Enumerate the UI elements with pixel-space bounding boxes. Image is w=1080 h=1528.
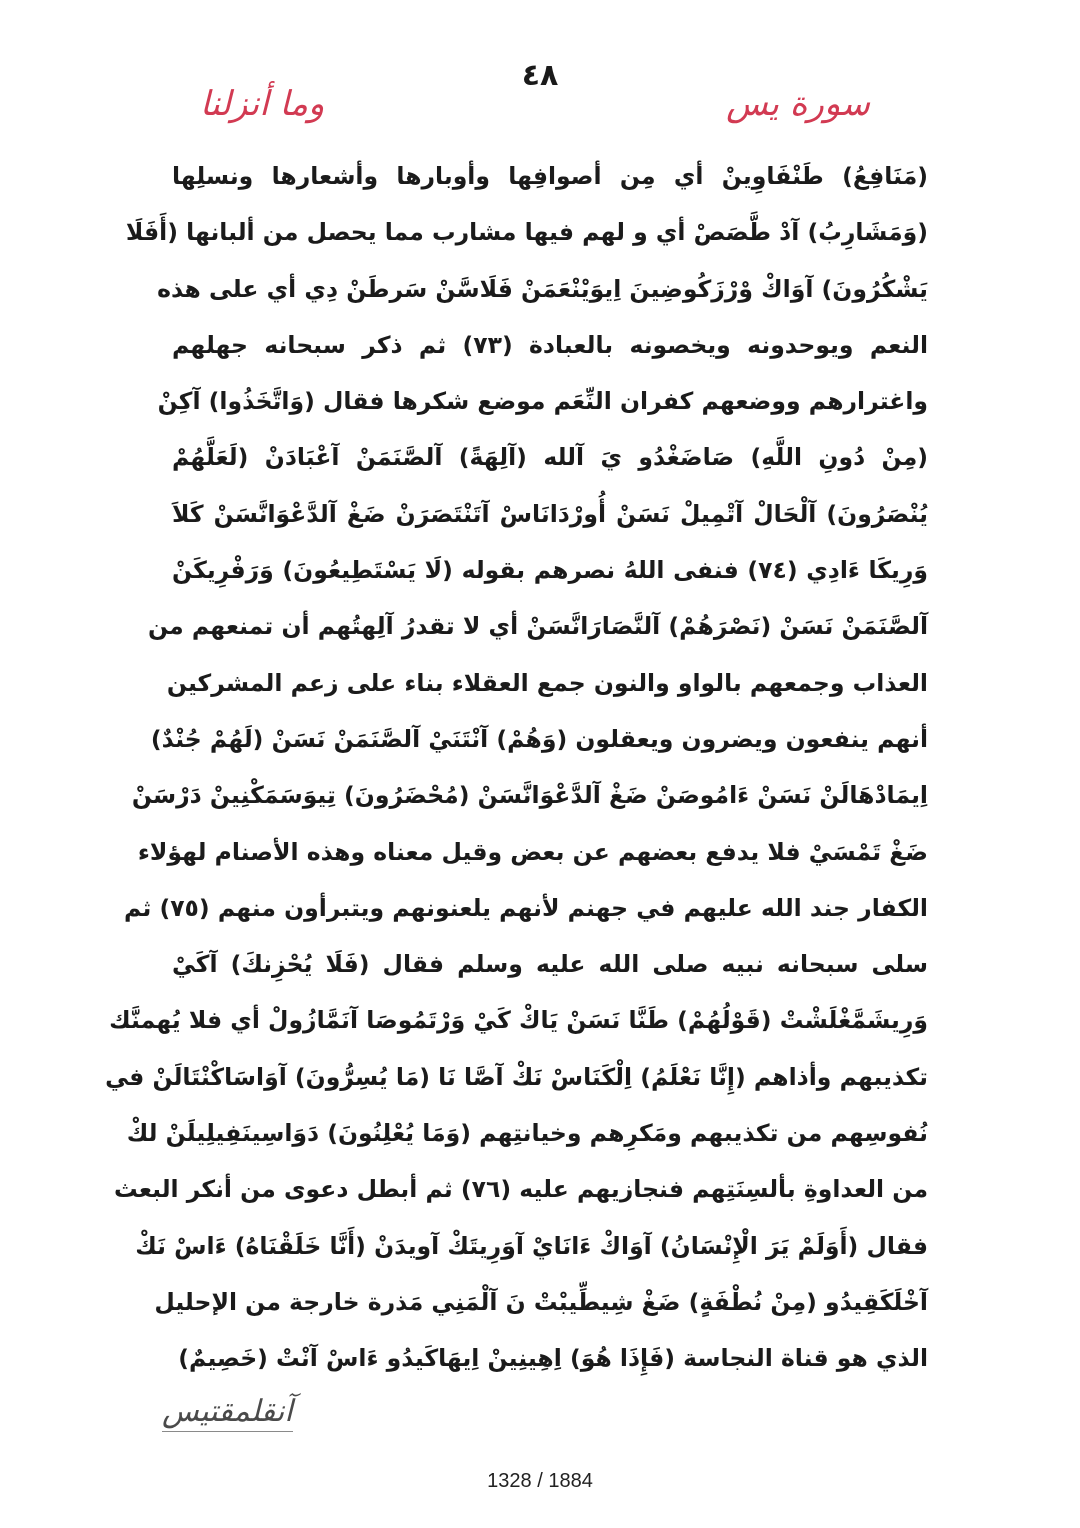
text-line: آخْلَكَقِيدُو (مِنْ نُطْفَةٍ) ضَغْ شِيطِّيبْتْ نَ آلْمَنِي مَذرة خارجة من الإحليل [154, 1287, 928, 1316]
page-counter: 1328 / 1884 [487, 1470, 593, 1492]
text-line: (مِنْ دُونِ اللَّهِ) صَاضَغْدُو يَ آلله (آلِهَةً) آلصَّنَمَنْ آعْبَادَنْ (لَعَلَّهُمْ [172, 443, 928, 472]
text-line: فقال (أَوَلَمْ يَرَ الْإِنْسَانُ) آوَاكْ ءَانَايْ آوَرِيتَكْ آويدَنْ (أَنَّا خَلَقْنَاهُ) ءَاسْ نَكْ [135, 1231, 928, 1260]
text-line: الكفار جند الله عليهم في جهنم لأنهم يلعنونهم ويتبرأون منهم (٧٥) ثم [124, 893, 928, 922]
text-line: سلى سبحانه نبيه صلى الله عليه وسلم فقال (فَلَا يُحْزِنكَ) آكَيْ [172, 950, 928, 979]
text-line: آلصَّنَمَنْ نَسَنْ (نَصْرَهُمْ) آلنَّصَارَانَّسَنْ أي لا تقدرُ آلِهتُهم أن تمنعهم من [148, 612, 928, 641]
page-number: ٤٨ [521, 58, 559, 93]
header-handwritten-note-right: سورة يس [726, 84, 870, 124]
text-line: (وَمَشَارِبُ) آدْ طَّصَصْ أي و لهم فيها مشارب مما يحصل من ألبانها (أَفَلَا [125, 218, 928, 247]
text-line: اِيمَادْهَالَنْ نَسَنْ ءَامُوصَنْ ضَغْ آلدَّعْوَانَّسَنْ (مُحْضَرُونَ) تِيوَسَمَكْنِينْ دَرْسَنْ [131, 781, 928, 810]
text-line: نُفوسِهم من تكذيبهم ومَكرِهم وخيانتِهم (وَمَا يُعْلِنُونَ) دَوَاسِينَفِيلِيلَنْ لكْ [126, 1119, 928, 1148]
text-line: يَشْكُرُونَ) آوَاكْ وْرْزَكُوضِينَ اِيوَيْنْعَمَنْ فَلَاسَّنْ سَرطَنْ دِي أي على هذه [157, 274, 928, 303]
text-line: الذي هو قناة النجاسة (فَإِذَا هُوَ) اِهِينِينْ اِيهَاكَيدُو ءَاسْ آنْتْ (خَصِيمٌ) [178, 1344, 928, 1373]
text-line: أنهم ينفعون ويضرون ويعقلون (وَهُمْ) آنْتَنَيْ آلصَّنَمَنْ نَسَنْ (لَهُمْ جُنْدٌ) [150, 724, 928, 753]
text-line: العذاب وجمعهم بالواو والنون جمع العقلاء بناء على زعم المشركين [166, 668, 928, 697]
text-line: من العداوةِ بألسِنَتِهم فنجازيهم عليه (٧٦) ثم أبطل دعوى من أنكر البعث [113, 1175, 928, 1204]
header-handwritten-note-left: وما أنزلنا [200, 84, 325, 124]
text-line: يُنْصَرُونَ) آلْحَالْ آتْمِيلْ نَسَنْ أُورْدَانَاسْ آتَنْتَصَرَنْ ضَغْ آلدَّعْوَانَّسَنْ كَلاَ [172, 499, 928, 528]
text-line: (مَنَافِعُ) طَنْفَاوِينْ أي مِن أصوافِها وأوبارها وأشعارها ونسلِها [172, 162, 928, 190]
text-line: تكذيبهم وأذاهم (إِنَّا نَعْلَمُ) اِلْكَنَاسْ نَكْ آصَّا نَا (مَا يُسِرُّونَ) آوَاسَاكْنْتَالَنْ في [105, 1062, 928, 1091]
body-text [105, 148, 928, 1387]
text-line: وَرِيكَا ءَادِي (٧٤) فنفى اللهُ نصرهم بقوله (لَا يَسْتَطِيعُونَ) وَرَفْرِيكَنْ [172, 556, 928, 585]
text-line: النعم ويوحدونه ويخصونه بالعبادة (٧٣) ثم ذكر سبحانه جهلهم [172, 330, 928, 359]
footer-handwritten-note: آنقلمقتيس [162, 1394, 293, 1432]
text-line: ضَغْ تَمْسَيْ فلا يدفع بعضهم عن بعض وقيل معناه وهذه الأصنام لهؤلاء [137, 837, 928, 866]
text-line: وَرِيشَمَّغْلَشْتْ (قَوْلُهُمْ) طَنَّا نَسَنْ يَاكْ كَيْ وَرْتَمُوصَا آنَمَّازُولْ أي فلا يُهمنَّك [109, 1006, 928, 1035]
text-line: واغترارهم ووضعهم كفران النِّعَم موضع شكرها فقال (وَاتَّخَذُوا) آكِنْ [157, 387, 928, 416]
